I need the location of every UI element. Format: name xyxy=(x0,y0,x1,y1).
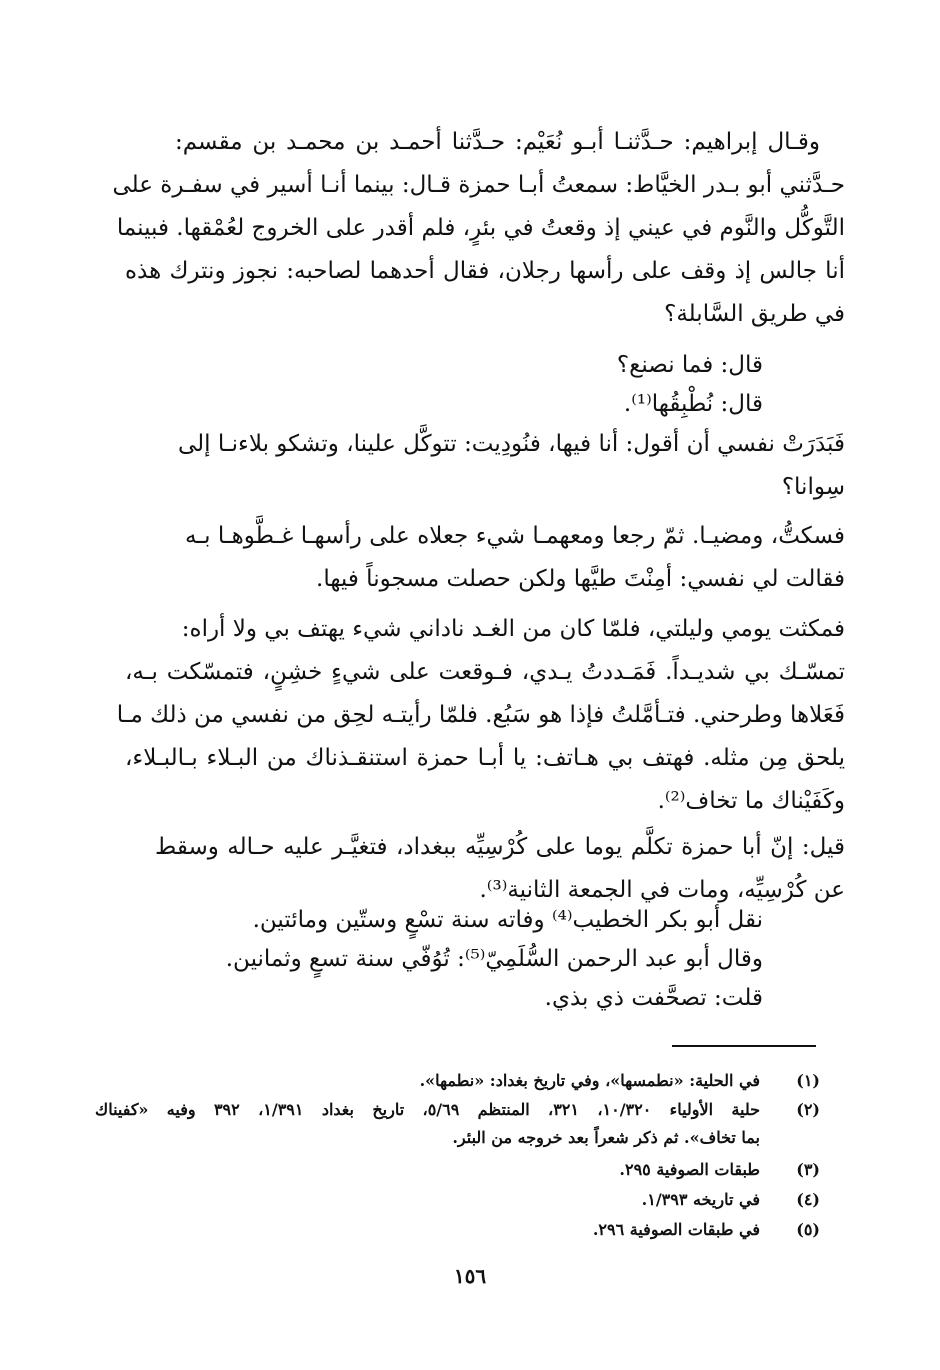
footnote-separator xyxy=(672,1045,816,1047)
footnote-number: (١) xyxy=(796,1071,820,1090)
text-line: أنا جالس إذ وقف على رأسها رجلان، فقال أحدهما لصاحبه: نجوز ونترك هذه xyxy=(125,258,845,284)
text-line: تمسّـك بي شديـداً. فَمَـددتُ يـدي، فـوقعت على شيءٍ خشِنٍ، فتمسّكت بـه، xyxy=(125,659,845,685)
text-line: فَبَدَرَتْ نفسي أن أقول: أنا فيها، فنُودِيت: تتوكَّل علينا، وتشكو بلاءنـا إلى xyxy=(178,431,845,457)
text-line: قيل: إنّ أبا حمزة تكلَّم يوما على كُرْسِيِّه ببغداد، فتغيَّـر عليه حـاله وسقط xyxy=(155,834,845,860)
footnote-number: (٥) xyxy=(796,1220,820,1239)
text-line: حـدَّثني أبو بـدر الخيَّاط: سمعتُ أبـا حمزة قـال: بينما أنـا أسير في سفـرة على xyxy=(112,172,845,198)
text-line: وقـال إبراهيم: حـدَّثنـا أبـو نُعَيْم: حـدَّثنا أحمـد بن محمـد بن مقسم: xyxy=(175,129,820,155)
footnote-number: (٣) xyxy=(796,1160,820,1179)
footnote-text: حلية الأولياء ١٠/٣٢٠، ٣٢١، المنتظم ٥/٦٩، تاريخ بغداد ١/٣٩١، ٣٩٢ وفيه «كفيناك xyxy=(95,1100,761,1119)
footnote-text: في تاريخه ١/٣٩٣. xyxy=(641,1190,760,1209)
footnote-text: طبقات الصوفية ٢٩٥. xyxy=(619,1160,760,1179)
text-line: سِوانا؟ xyxy=(781,474,845,500)
text-line: فمكثت يومي وليلتي، فلمّا كان من الغـد ناداني شيء يهتف بي ولا أراه: xyxy=(181,616,845,642)
text-line: قال: نُطْبِقُها⁽¹⁾. xyxy=(623,391,763,417)
text-line: وكَفَيْناك ما تخاف⁽²⁾. xyxy=(657,788,845,814)
text-line: نقل أبو بكر الخطيب⁽⁴⁾ وفاته سنة تسْعٍ وستّين ومائتين. xyxy=(252,907,763,933)
text-line: قلت: تصحَّفت ذي بذي. xyxy=(544,985,763,1011)
text-line: في طريق السَّابلة؟ xyxy=(664,301,845,327)
text-line: عن كُرْسِيِّه، ومات في الجمعة الثانية⁽³⁾. xyxy=(479,877,845,903)
page-number: ١٥٦ xyxy=(453,1264,487,1288)
text-line: التَّوكُّل والنَّوم في عيني إذ وقعتُ في بئرٍ، فلم أقدر على الخروج لعُمْقها. فبينما xyxy=(116,215,845,241)
text-line: قال: فما نصنع؟ xyxy=(616,352,763,378)
footnote-text: بما تخاف». ثم ذكر شعراً بعد خروجه من البئر. xyxy=(452,1128,760,1147)
text-line: فَعَلاها وطرحني. فتـأمَّلتُ فإذا هو سَبُع. فلمّا رأيتـه لحِق من نفسي من ذلك مـا xyxy=(116,702,845,728)
text-line: وقال أبو عبد الرحمن السُّلَمِيّ⁽⁵⁾: تُوُفّي سنة تسعٍ وثمانين. xyxy=(225,946,763,972)
text-line: فقالت لي نفسي: أمِنْتَ طيَّها ولكن حصلت مسجوناً فيها. xyxy=(316,566,845,592)
footnote-text: في الحلية: «نطمسها»، وفي تاريخ بغداد: «نطمها». xyxy=(419,1071,760,1090)
footnote-text: في طبقات الصوفية ٢٩٦. xyxy=(592,1220,760,1239)
footnote-number: (٤) xyxy=(796,1190,820,1209)
footnote-number: (٢) xyxy=(796,1100,820,1119)
text-line: يلحق مِن مثله. فهتف بي هـاتف: يا أبـا حمزة استنقـذناك من البـلاء بـالبـلاء، xyxy=(125,745,845,771)
text-line: فسكتُّ، ومضيـا. ثمّ رجعا ومعهمـا شيء جعلاه على رأسهـا غـطَّوهـا بـه xyxy=(185,523,845,549)
